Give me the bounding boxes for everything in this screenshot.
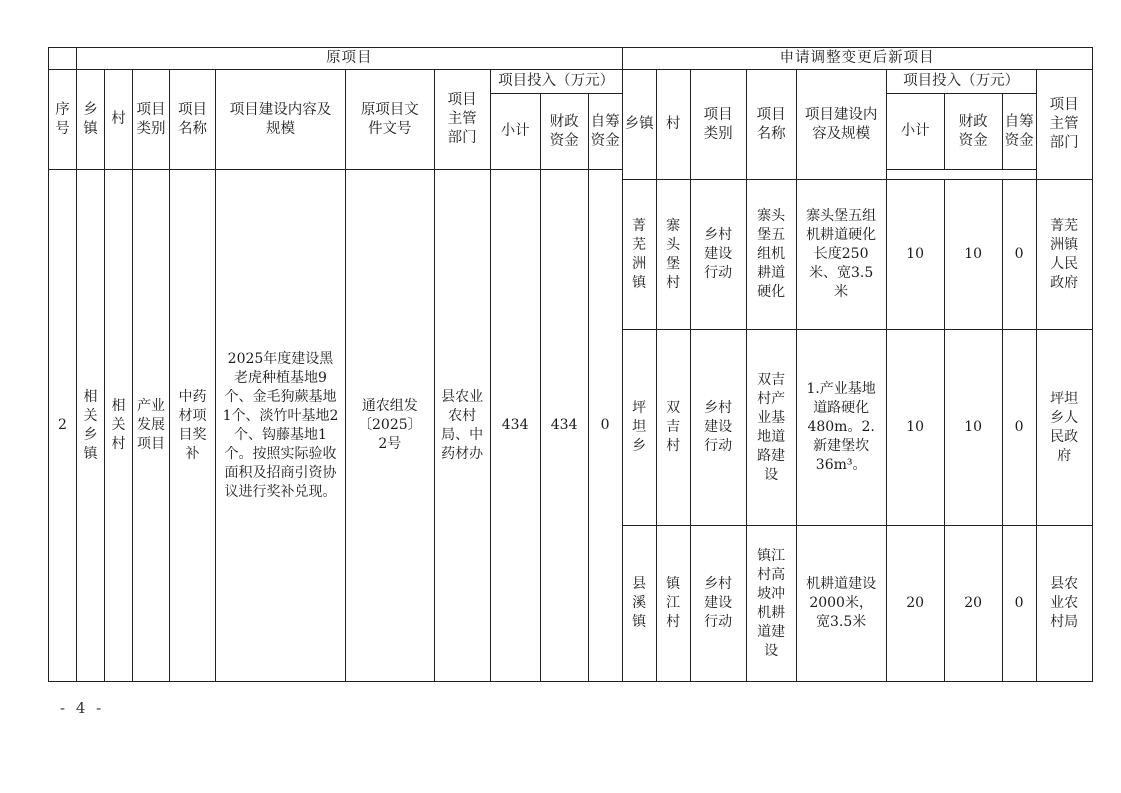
header-category: 项目类别 xyxy=(133,70,170,170)
header-township: 乡镇 xyxy=(77,70,105,170)
new-subtotal: 20 xyxy=(886,526,944,682)
header-content: 项目建设内容及规模 xyxy=(216,70,346,170)
new-dept: 菁芜洲镇人民政府 xyxy=(1036,180,1092,330)
adjustment-table-wrapper xyxy=(48,47,1093,682)
project-adjustment-table xyxy=(48,47,1093,682)
new-township: 县溪镇 xyxy=(622,526,656,682)
header-new-content: 项目建设内容及规模 xyxy=(796,70,886,180)
page-number: - 4 - xyxy=(60,699,105,717)
new-subtotal: 10 xyxy=(886,330,944,526)
new-name: 寨头堡五组机耕道硬化 xyxy=(746,180,796,330)
header-new-dept: 项目主管部门 xyxy=(1036,70,1092,180)
cell-subtotal: 434 xyxy=(490,170,540,682)
new-self: 0 xyxy=(1002,330,1036,526)
cell-township: 相关乡镇 xyxy=(77,170,105,682)
new-self: 0 xyxy=(1002,180,1036,330)
new-name: 镇江村高坡冲机耕道建设 xyxy=(746,526,796,682)
cell-village: 相关村 xyxy=(105,170,133,682)
new-fiscal: 10 xyxy=(944,180,1002,330)
new-subtotal: 10 xyxy=(886,180,944,330)
header-new-fiscal: 财政资金 xyxy=(944,94,1002,170)
header-self: 自筹资金 xyxy=(588,94,622,170)
header-seq: 序号 xyxy=(49,70,77,170)
new-category: 乡村建设行动 xyxy=(690,330,746,526)
new-fiscal: 20 xyxy=(944,526,1002,682)
header-new-subtotal: 小计 xyxy=(886,94,944,170)
new-content: 寨头堡五组机耕道硬化长度250米、宽3.5米 xyxy=(796,180,886,330)
header-new-township: 乡镇 xyxy=(622,70,656,180)
new-dept: 坪坦乡人民政府 xyxy=(1036,330,1092,526)
cell-fiscal: 434 xyxy=(540,170,588,682)
header-new-self: 自筹资金 xyxy=(1002,94,1036,170)
new-content: 机耕道建设2000米，宽3.5米 xyxy=(796,526,886,682)
cell-self: 0 xyxy=(588,170,622,682)
new-township: 坪坦乡 xyxy=(622,330,656,526)
new-village: 镇江村 xyxy=(656,526,690,682)
new-category: 乡村建设行动 xyxy=(690,180,746,330)
header-fiscal: 财政资金 xyxy=(540,94,588,170)
header-invest: 项目投入（万元） xyxy=(490,70,622,94)
header-doc: 原项目文件文号 xyxy=(346,70,435,170)
new-dept: 县农业农村局 xyxy=(1036,526,1092,682)
cell-doc: 通农组发〔2025〕2号 xyxy=(346,170,435,682)
header-subtotal: 小计 xyxy=(490,94,540,170)
header-name: 项目名称 xyxy=(170,70,216,170)
cell-category: 产业发展项目 xyxy=(133,170,170,682)
new-fiscal: 10 xyxy=(944,330,1002,526)
header-new-category: 项目类别 xyxy=(690,70,746,180)
new-category: 乡村建设行动 xyxy=(690,526,746,682)
header-new-name: 项目名称 xyxy=(746,70,796,180)
header-new-village: 村 xyxy=(656,70,690,180)
header-dept: 项目主管部门 xyxy=(434,70,490,170)
cell-dept: 县农业农村局、中药材办 xyxy=(434,170,490,682)
cell-name: 中药材项目奖补 xyxy=(170,170,216,682)
header-village: 村 xyxy=(105,70,133,170)
new-village: 寨头堡村 xyxy=(656,180,690,330)
cell-content: 2025年度建设黑老虎种植基地9个、金毛狗蕨基地1个、淡竹叶基地2个、钩藤基地1个。按照实际验收面积及招商引资协议进行奖补兑现。 xyxy=(216,170,346,682)
cell-seq: 2 xyxy=(49,170,77,682)
new-township: 菁芜洲镇 xyxy=(622,180,656,330)
header-new-invest: 项目投入（万元） xyxy=(886,70,1036,94)
new-self: 0 xyxy=(1002,526,1036,682)
corner-cell xyxy=(49,48,77,70)
new-village: 双吉村 xyxy=(656,330,690,526)
new-content: 1.产业基地道路硬化480m。2.新建堡坎36m³。 xyxy=(796,330,886,526)
original-project-section-title: 原项目 xyxy=(77,48,623,70)
new-project-section-title: 申请调整变更后新项目 xyxy=(622,48,1092,70)
new-name: 双吉村产业基地道路建设 xyxy=(746,330,796,526)
